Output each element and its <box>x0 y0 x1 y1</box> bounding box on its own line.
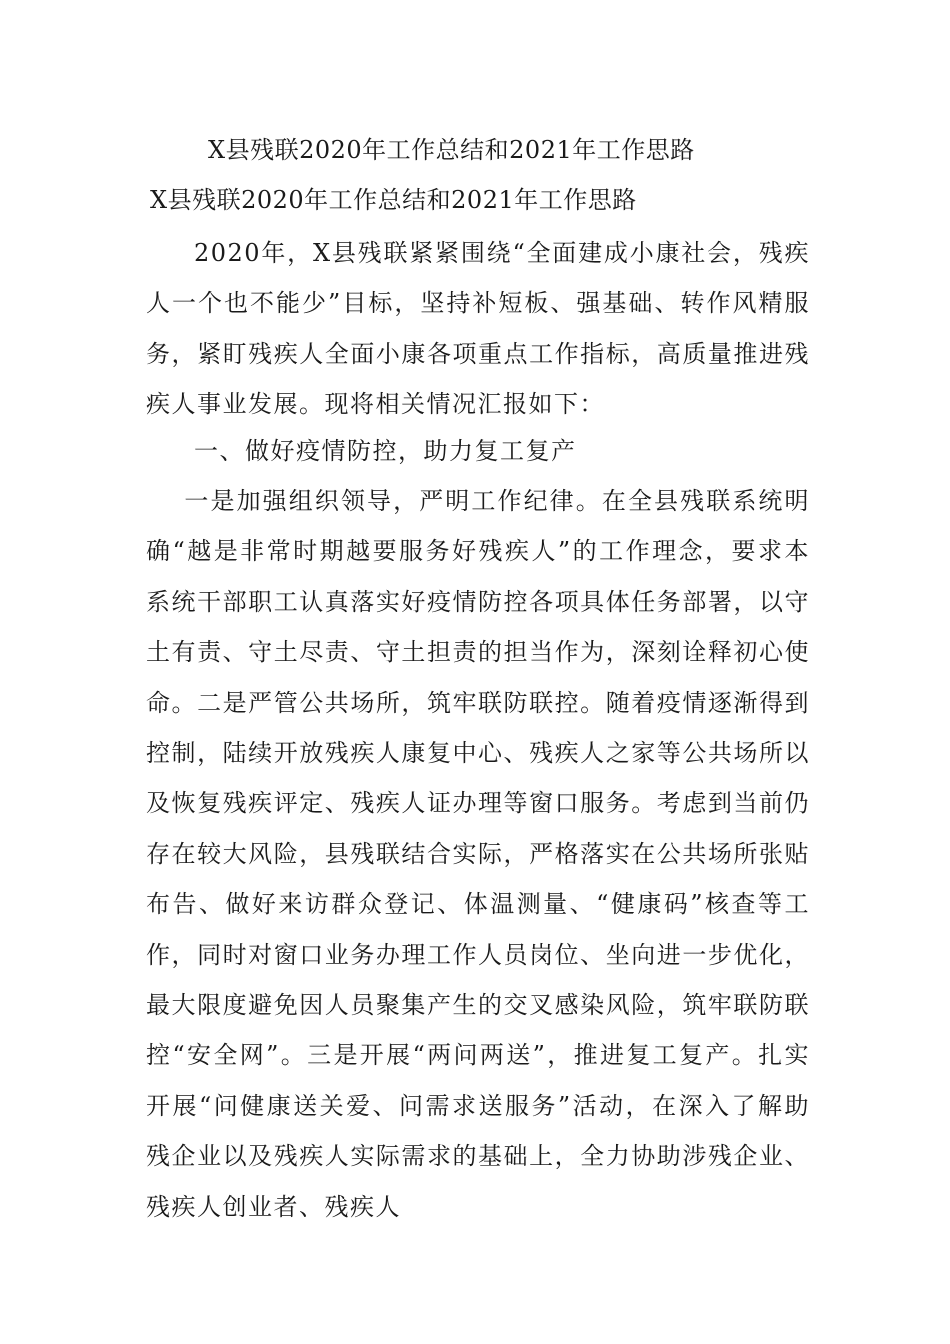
document-title-repeat: X县残联2020年工作总结和2021年工作思路 <box>150 186 637 214</box>
section-body-paragraph: 一是加强组织领导，严明工作纪律。在全县残联系统明确“越是非常时期越要服务好残疾人”的工作理念，要求本系统干部职工认真落实好疫情防控各项具体任务部署，以守土有责、守土尽责、守土担责的担当作为，深刻诠释初心使命。二是严管公共场所，筑牢联防联控。随着疫情逐渐得到控制，陆续开放残疾人康复中心、残疾人之家等公共场所以及恢复残疾评定、残疾人证办理等窗口服务。考虑到当前仍存在较大风险，县残联结合实际，严格落实在公共场所张贴布告、做好来访群众登记、体温测量、“健康码”核查等工作，同时对窗口业务办理工作人员岗位、坐向进一步优化，最大限度避免因人员聚集产生的交叉感染风险，筑牢联防联控“安全网”。三是开展“两问两送”，推进复工复产。扎实开展“问健康送关爱、问需求送服务”活动，在深入了解助残企业以及残疾人实际需求的基础上，全力协助涉残企业、残疾人创业者、残疾人 <box>146 487 810 1221</box>
intro-paragraph: 2020年，X县残联紧紧围绕“全面建成小康社会，残疾人一个也不能少”目标，坚持补短板、强基础、转作风精服务，紧盯残疾人全面小康各项重点工作指标，高质量推进残疾人事业发展。现将相关情况汇报如下： <box>146 239 810 419</box>
section-heading: 一、做好疫情防控，助力复工复产 <box>194 437 577 465</box>
document-title: X县残联2020年工作总结和2021年工作思路 <box>208 136 695 164</box>
